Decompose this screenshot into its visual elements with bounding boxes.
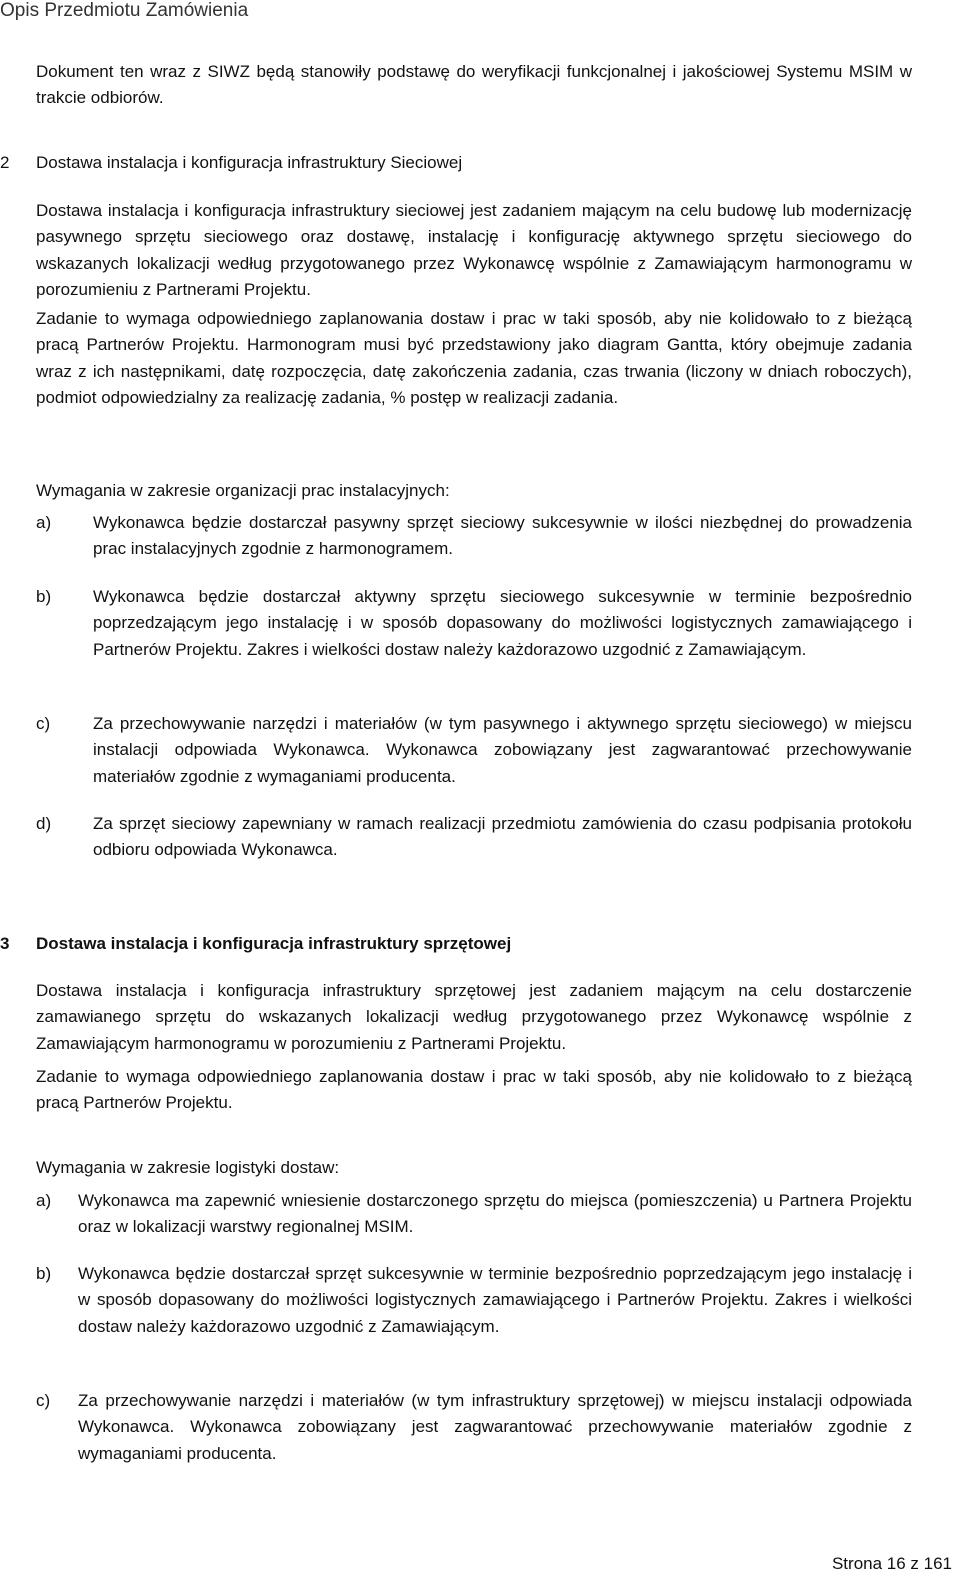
section-2-requirements-heading: Wymagania w zakresie organizacji prac instalacyjnych:	[36, 481, 450, 500]
list-item	[36, 811, 912, 864]
list-item	[36, 711, 912, 790]
list-item	[36, 1261, 912, 1340]
list-item	[36, 1188, 912, 1241]
list-item	[36, 1388, 912, 1467]
section-3-number: 3	[0, 934, 10, 953]
section-3-requirements-heading: Wymagania w zakresie logistyki dostaw:	[36, 1158, 340, 1177]
list-item-text: Wykonawca będzie dostarczał aktywny sprzętu sieciowego sukcesywnie w terminie bezpośrednio poprzedzającym jego instalację i w sposób dopasowany do możliwości logistycznych zamawiającego i Partnerów Projektu. Zakres i wielkości dostaw należy każdorazowo uzgodnić z Zamawiającym.	[93, 587, 912, 659]
section-2-title: Dostawa instalacja i konfiguracja infrastruktury Sieciowej	[36, 153, 463, 172]
list-marker: c)	[36, 714, 51, 733]
list-item-text: Za sprzęt sieciowy zapewniany w ramach realizacji przedmiotu zamówienia do czasu podpisania protokołu odbioru odpowiada Wykonawca.	[93, 814, 912, 860]
list-marker: c)	[36, 1391, 51, 1410]
list-item	[36, 510, 912, 563]
list-marker: b)	[36, 1264, 52, 1283]
document-header-title: Opis Przedmiotu Zamówienia	[0, 0, 249, 21]
list-item-text: Za przechowywanie narzędzi i materiałów (w tym pasywnego i aktywnego sprzętu sieciowego) w miejscu instalacji odpowiada Wykonawca. Wykonawca zobowiązany jest zagwarantować przechowywanie materiałów zgodnie z wymaganiami producenta.	[93, 714, 912, 786]
list-marker: b)	[36, 587, 52, 606]
list-item-text: Wykonawca ma zapewnić wniesienie dostarczonego sprzętu do miejsca (pomieszczenia) u Partnera Projektu oraz w lokalizacji warstwy regionalnej MSIM.	[78, 1191, 912, 1237]
list-item-text: Wykonawca będzie dostarczał pasywny sprzęt sieciowy sukcesywnie w ilości niezbędnej do prowadzenia prac instalacyjnych zgodnie z harmonogramem.	[93, 513, 912, 559]
intro-paragraph: Dokument ten wraz z SIWZ będą stanowiły podstawę do weryfikacji funkcjonalnej i jakościowej Systemu MSIM w trakcie odbiorów.	[36, 62, 912, 108]
list-marker: d)	[36, 814, 52, 833]
section-2-paragraph-1: Dostawa instalacja i konfiguracja infrastruktury sieciowej jest zadaniem mającym na celu budowę lub modernizację pasywnego sprzętu sieciowego oraz dostawę, instalację i konfigurację aktywnego sprzętu sieciowego do wskazanych lokalizacji według przygotowanego przez Wykonawcę wspólnie z Zamawiającym harmonogramu w porozumieniu z Partnerami Projektu.	[36, 201, 912, 299]
section-3-title: Dostawa instalacja i konfiguracja infrastruktury sprzętowej	[36, 934, 512, 953]
page-number: Strona 16 z 161	[831, 1554, 952, 1573]
section-3-paragraph-2: Zadanie to wymaga odpowiedniego zaplanowania dostaw i prac w taki sposób, aby nie kolidowało to z bieżącą pracą Partnerów Projektu.	[36, 1067, 912, 1113]
section-3-paragraph-1: Dostawa instalacja i konfiguracja infrastruktury sprzętowej jest zadaniem mającym na celu dostarczenie zamawianego sprzętu do wskazanych lokalizacji według przygotowanego przez Wykonawcę wspólnie z Zamawiającym harmonogramu w porozumieniu z Partnerami Projektu.	[36, 981, 912, 1053]
list-marker: a)	[36, 513, 52, 532]
section-2-paragraph-2: Zadanie to wymaga odpowiedniego zaplanowania dostaw i prac w taki sposób, aby nie kolidowało to z bieżącą pracą Partnerów Projektu. Harmonogram musi być przedstawiony jako diagram Gantta, który obejmuje zadania wraz z ich następnikami, datę rozpoczęcia, datę zakończenia zadania, czas trwania (liczony w dniach roboczych), podmiot odpowiedzialny za realizację zadania, % postęp w realizacji zadania.	[36, 309, 912, 407]
list-item	[36, 584, 912, 663]
section-2-number: 2	[0, 153, 10, 172]
list-item-text: Za przechowywanie narzędzi i materiałów (w tym infrastruktury sprzętowej) w miejscu instalacji odpowiada Wykonawca. Wykonawca zobowiązany jest zagwarantować przechowywanie materiałów zgodnie z wymaganiami producenta.	[78, 1391, 912, 1463]
list-item-text: Wykonawca będzie dostarczał sprzęt sukcesywnie w terminie bezpośrednio poprzedzającym jego instalację i w sposób dopasowany do możliwości logistycznych zamawiającego i Partnerów Projektu. Zakres i wielkości dostaw należy każdorazowo uzgodnić z Zamawiającym.	[78, 1264, 912, 1336]
list-marker: a)	[36, 1191, 52, 1210]
